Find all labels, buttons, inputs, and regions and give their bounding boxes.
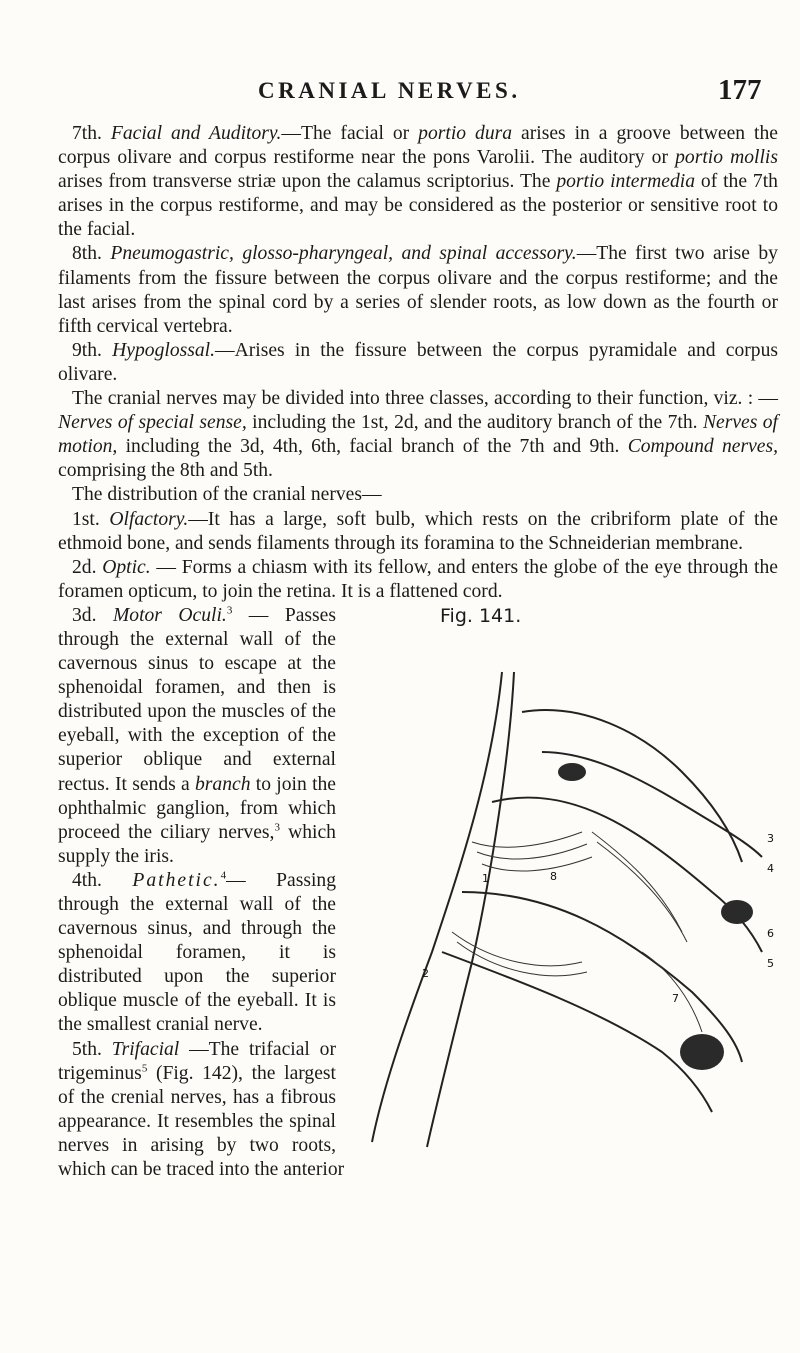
text-run: 9th. [72, 339, 113, 361]
callout-3: 3 [767, 831, 774, 845]
text-run: including the 1st, 2d, and the auditory branch of the 7th. [246, 412, 703, 434]
section-heading: Pathetic. [132, 869, 221, 891]
orbit-nerves-illustration [342, 632, 778, 1152]
footnote-ref: 3 [226, 604, 233, 617]
text-run: — Passing through the external wall of the cavernous sinus, and through the sphenoidal foramen, it is distributed upon the superior oblique muscle of the eyeball. It is the smallest cranial nerve. [58, 869, 336, 1036]
section-heading: Hypoglossal. [112, 339, 216, 361]
class-term: Nerves of special sense, [58, 412, 247, 434]
text-run: arises from transverse striæ upon the calamus scriptorius. The [58, 171, 557, 193]
callout-2: 2 [422, 966, 429, 980]
callout-5: 5 [767, 956, 774, 970]
text-run: 7th. [72, 123, 111, 144]
text-run: (Fig. 142), the largest of the crenial nerves, has a fibrous appearance. It resembles the spinal nerves in arising by two roots, which can be traced into the anterior [58, 1062, 345, 1181]
text-run: — Passes through the external wall of the cavernous sinus to escape at the sphenoidal foramen, and then is distributed upon the muscles of the eyeball, with the exception of the superior oblique and external rectus. It sends a [58, 604, 337, 795]
ganglion-mark [721, 900, 753, 924]
footnote-ref: 4 [220, 869, 227, 882]
body-text [58, 122, 778, 1182]
latin-term: portio intermedia [556, 171, 695, 193]
section-heading: Optic. [102, 556, 151, 578]
text-run: 8th. [72, 243, 111, 265]
paragraph-pneumogastric [58, 242, 778, 338]
text-run: The cranial nerves may be divided into three classes, according to their function, viz. : — [72, 388, 778, 410]
text-run: —It has a large, soft bulb, which rests on the cribriform plate of the ethmoid bone, and sends filaments through its foramina to the Schneiderian membrane. [58, 508, 778, 554]
figure-141 [342, 604, 778, 1152]
class-term: Nerves of motion, [58, 412, 779, 458]
page-number: 177 [718, 74, 762, 106]
text-run: which supply the iris. [58, 821, 336, 867]
paragraph-optic [58, 556, 778, 604]
ganglion-mark [680, 1034, 724, 1070]
footnote-ref: 5 [141, 1062, 148, 1075]
text-run: 3d. [72, 604, 113, 626]
text-run: —The facial or [281, 123, 419, 144]
callout-8: 8 [550, 869, 557, 883]
text-run: of the 7th arises in the corpus restiforme, and may be considered as the posterior or sensitive root to the facial. [58, 171, 778, 241]
paragraph-facial-auditory [58, 122, 778, 242]
section-heading: Pneumogastric, glosso-pharyngeal, and spinal accessory. [110, 243, 577, 265]
section-heading: Olfactory. [109, 508, 189, 530]
paragraph-olfactory [58, 508, 778, 556]
text-run: 5th. [72, 1038, 112, 1060]
section-heading: Trifacial [111, 1038, 180, 1060]
emphasis: branch [195, 773, 251, 795]
text-run: —The trifacial or trigeminus [58, 1038, 336, 1084]
nerve-trunk-outline [427, 672, 514, 1147]
ganglion-mark [558, 763, 586, 781]
class-term: Compound nerves, [627, 436, 779, 458]
latin-term: portio dura [418, 123, 513, 144]
latin-term: portio mollis [675, 147, 778, 169]
text-run: comprising the 8th and 5th. [58, 460, 273, 482]
text-run: 2d. [72, 556, 103, 578]
running-head: CRANIAL NERVES. [258, 78, 521, 103]
text-run: including the 3d, 4th, 6th, facial branch of the 7th and 9th. [117, 436, 628, 458]
callout-1: 1 [482, 871, 489, 885]
section-heading: Motor Oculi. [112, 604, 227, 626]
figure-label: Fig. 141. [440, 604, 522, 627]
callout-4: 4 [767, 861, 774, 875]
callout-7: 7 [672, 991, 679, 1005]
section-heading: Facial and Auditory. [110, 123, 282, 144]
text-run: 1st. [72, 508, 110, 530]
text-run: arises in a groove between the corpus olivare and corpus restiforme near the pons Varolii. The auditory or [58, 123, 778, 169]
callout-6: 6 [767, 926, 774, 940]
footnote-ref: 3 [274, 821, 280, 834]
paragraph-classification [58, 387, 778, 483]
text-run: to join the ophthalmic ganglion, from which proceed the ciliary nerves, [58, 773, 337, 843]
text-run: —Arises in the fissure between the corpus pyramidale and corpus olivare. [58, 339, 778, 385]
text-run: — Forms a chiasm with its fellow, and enters the globe of the eye through the foramen opticum, to join the retina. It is a flattened cord. [58, 556, 778, 602]
text-run: —The first two arise by filaments from the fissure between the corpus olivare and the corpus restiforme; and the last arises from the spinal cord by a series of slender roots, as low down as the fourth or fifth cervical vertebra. [58, 243, 778, 337]
paragraph-hypoglossal [58, 339, 778, 387]
paragraph-distribution-intro: The distribution of the cranial nerves— [72, 484, 382, 506]
page-header [0, 74, 800, 108]
text-run: 4th. [72, 869, 133, 891]
nerve-branch [522, 710, 742, 862]
